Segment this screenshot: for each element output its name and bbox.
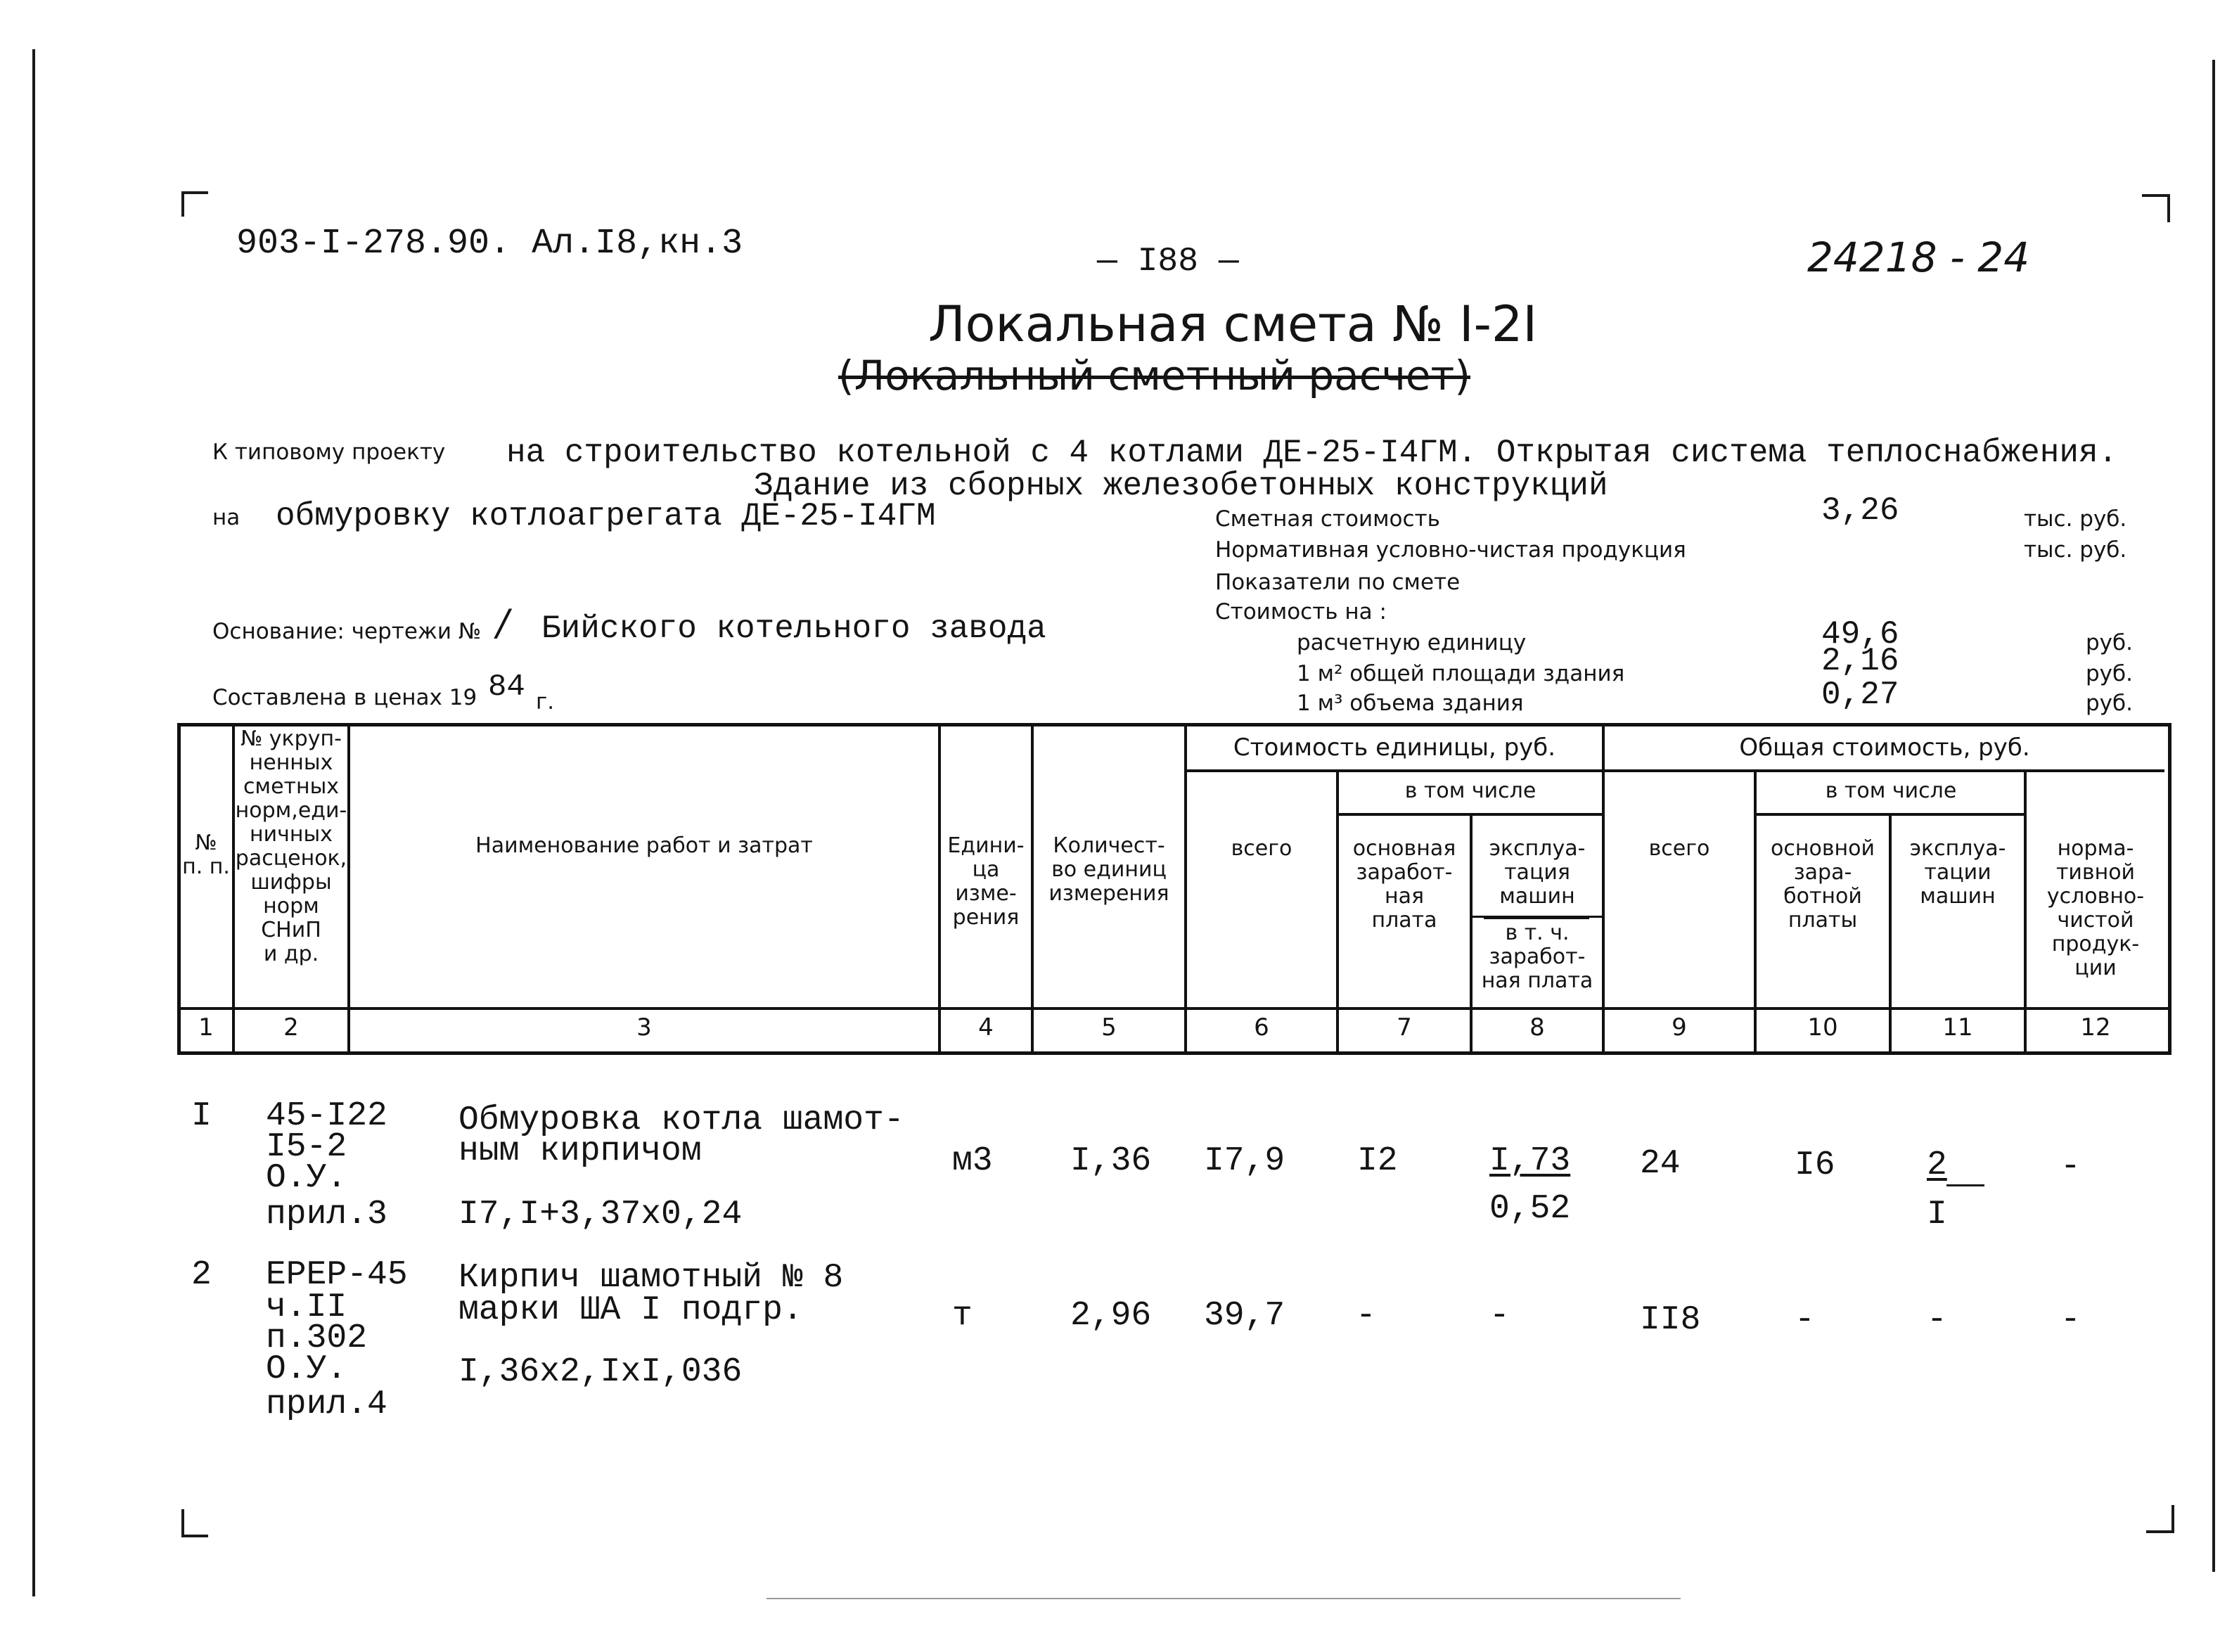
crop-mark-bottom-left (181, 1535, 208, 1537)
prices-label: Составлена в ценах 19 (212, 685, 477, 710)
object-text: обмуровку котлоагрегата ДЕ-25-I4ГМ (276, 498, 936, 534)
row-2-norm-product: - (2060, 1301, 2081, 1339)
volume-cost-rub: руб. (2086, 691, 2133, 716)
header-col-8a: эксплуа- тация машин (1489, 836, 1586, 909)
row-1-total-wage: I6 (1795, 1146, 1835, 1184)
crop-mark-bottom-right (2146, 1530, 2174, 1533)
header-incl-1: в том числе (1404, 779, 1536, 803)
row-2-total-wage: - (1795, 1301, 1815, 1339)
row-1-total: 24 (1640, 1145, 1681, 1183)
row-2-code: ЕРЕР-45 (266, 1256, 408, 1294)
group-line (1754, 813, 2025, 816)
col-number: 5 (1101, 1013, 1117, 1042)
row-1-code: О.У. (266, 1159, 347, 1197)
row-1-unit-machine-wage: 0,52 (1489, 1190, 1571, 1228)
col-line (1184, 723, 1187, 1051)
prices-suffix: г. (536, 689, 555, 715)
col-number: 10 (1807, 1013, 1838, 1042)
document-title: Локальная смета № I-2I (928, 295, 1538, 353)
norm-prod-unit: тыс. руб. (2024, 537, 2127, 563)
project-text-2: Здание из сборных железобетонных конструкций (754, 468, 1608, 504)
norm-prod-label: Нормативная условно-чистая продукция (1215, 537, 1686, 563)
label-project: К типовому проекту (212, 440, 446, 465)
header-incl-2: в том числе (1825, 779, 1957, 803)
header-col-2: № укруп- ненных сметных норм,еди- ничных расценок, шифры норм СНиП и др. (235, 726, 347, 966)
row-1-calc: I7,I+3,37x0,24 (458, 1196, 743, 1234)
row-1-code: прил.3 (266, 1196, 387, 1234)
basis-handwritten-mark: / (496, 602, 509, 644)
cost-on-label: Стоимость на : (1215, 599, 1387, 625)
row-2-code: прил.4 (266, 1385, 387, 1423)
row-1-total-machine-underline (1946, 1184, 1984, 1186)
row-2-calc: I,36x2,IxI,036 (458, 1353, 743, 1391)
registry-number: 24218 - 24 (1807, 233, 2030, 281)
col-line (1602, 723, 1605, 1051)
row-1-unit-total: I7,9 (1204, 1142, 1285, 1180)
header-col-11: эксплуа- тации машин (1909, 836, 2006, 909)
machine-wage-box (1470, 916, 1603, 918)
row-1-name: Обмуровка котла шамот- (458, 1101, 904, 1139)
header-total-cost: Общая стоимость, руб. (1739, 734, 2030, 762)
volume-cost-value: 0,27 (1821, 677, 1899, 713)
col-number: 12 (2080, 1013, 2111, 1042)
unit-cost-label: расчетную единицу (1297, 630, 1527, 655)
area-cost-label: 1 м² общей площади здания (1297, 661, 1625, 686)
row-2-number: 2 (191, 1256, 212, 1294)
unit-cost-value: 49,6 (1821, 616, 1899, 653)
header-divider (177, 1007, 2171, 1010)
crop-mark-bottom-left (181, 1509, 184, 1537)
row-1-norm-product: - (2060, 1148, 2081, 1186)
col-number: 9 (1672, 1013, 1687, 1042)
crop-mark-top-left (181, 191, 184, 217)
row-2-unit: т (952, 1297, 973, 1335)
document-subtitle: (Локальный сметный расчет) (838, 352, 1470, 399)
col-number: 2 (283, 1013, 299, 1042)
prices-year: 84 (488, 670, 525, 705)
col-number: 7 (1397, 1013, 1412, 1042)
crop-mark-bottom-right (2171, 1505, 2174, 1533)
row-2-name: марки ША I подгр. (458, 1291, 803, 1329)
unit-cost-rub: руб. (2086, 630, 2133, 655)
row-1-total-machine-wage: I (1927, 1196, 1947, 1234)
row-2-code: ч.II (266, 1288, 347, 1326)
header-col-6: всего (1231, 836, 1292, 861)
header-col-4: Едини- ца изме- рения (947, 833, 1025, 930)
col-line (347, 723, 350, 1051)
row-1-code: 45-I22 (266, 1097, 387, 1135)
project-text-1: на строительство котельной с 4 котлами ДЕ-25-I4ГМ. Открытая система теплоснабжения. (506, 435, 2118, 471)
area-cost-value: 2,16 (1821, 643, 1899, 679)
row-2-unit-machine: - (1489, 1297, 1510, 1335)
row-1-number: I (191, 1097, 212, 1135)
label-on: на (212, 505, 240, 530)
col-number: 3 (636, 1013, 652, 1042)
row-1-total-machine: 2 (1927, 1146, 1947, 1184)
row-2-name: Кирпич шамотный № 8 (458, 1259, 844, 1297)
row-1-name: ным кирпичом (458, 1132, 702, 1170)
row-1-code: I5-2 (266, 1128, 347, 1166)
header-col-7: основная заработ- ная плата (1352, 836, 1456, 933)
header-col-1: № п. п. (182, 831, 230, 879)
row-2-unit-total: 39,7 (1204, 1297, 1285, 1335)
header-col-9: всего (1648, 836, 1710, 861)
row-1-unit-machine: I,73 (1489, 1142, 1571, 1180)
col-number: 6 (1254, 1013, 1269, 1042)
group-line (1336, 813, 1603, 816)
left-margin-line (32, 49, 35, 1596)
row-2-code: п.302 (266, 1319, 368, 1357)
crop-mark-top-left (181, 191, 208, 194)
area-cost-rub: руб. (2086, 661, 2133, 686)
est-cost-label: Сметная стоимость (1215, 506, 1440, 532)
right-margin-line (2212, 60, 2215, 1572)
row-1-unit: м3 (952, 1142, 993, 1180)
col-number: 8 (1529, 1013, 1545, 1042)
row-1-unit-wage: I2 (1357, 1142, 1398, 1180)
bottom-rule (766, 1598, 1681, 1599)
basis-label: Основание: чертежи № (212, 619, 482, 644)
header-unit-cost: Стоимость единицы, руб. (1233, 734, 1556, 762)
row-1-qty: I,36 (1070, 1142, 1152, 1180)
crop-mark-top-right (2142, 194, 2170, 197)
row-2-unit-wage: - (1356, 1297, 1376, 1335)
col-number: 1 (198, 1013, 214, 1042)
volume-cost-label: 1 м³ объема здания (1297, 691, 1524, 716)
document-code: 903-I-278.90. Ал.I8,кн.3 (236, 224, 743, 264)
crop-mark-top-right (2167, 194, 2170, 222)
row-2-code: О.У. (266, 1350, 347, 1388)
col-number: 4 (978, 1013, 994, 1042)
group-line (1184, 769, 2164, 772)
header-col-12: норма- тивной условно- чистой продук- ции (2046, 836, 2145, 980)
header-col-8b: в т. ч. заработ- ная плата (1481, 921, 1593, 993)
header-col-5: Количест- во единиц измерения (1048, 833, 1169, 906)
row-2-qty: 2,96 (1070, 1297, 1152, 1335)
est-cost-value: 3,26 (1821, 492, 1899, 529)
header-col-10: основной зара- ботной платы (1771, 836, 1875, 933)
header-col-3: Наименование работ и затрат (475, 833, 813, 858)
page-number: — I88 — (1097, 243, 1239, 281)
basis-text: Бийского котельного завода (541, 610, 1046, 647)
est-cost-unit: тыс. руб. (2024, 506, 2127, 532)
indicators-label: Показатели по смете (1215, 570, 1461, 595)
row-2-total-machine: - (1927, 1301, 1947, 1339)
col-number: 11 (1942, 1013, 1973, 1042)
row-2-total: II8 (1640, 1301, 1701, 1339)
